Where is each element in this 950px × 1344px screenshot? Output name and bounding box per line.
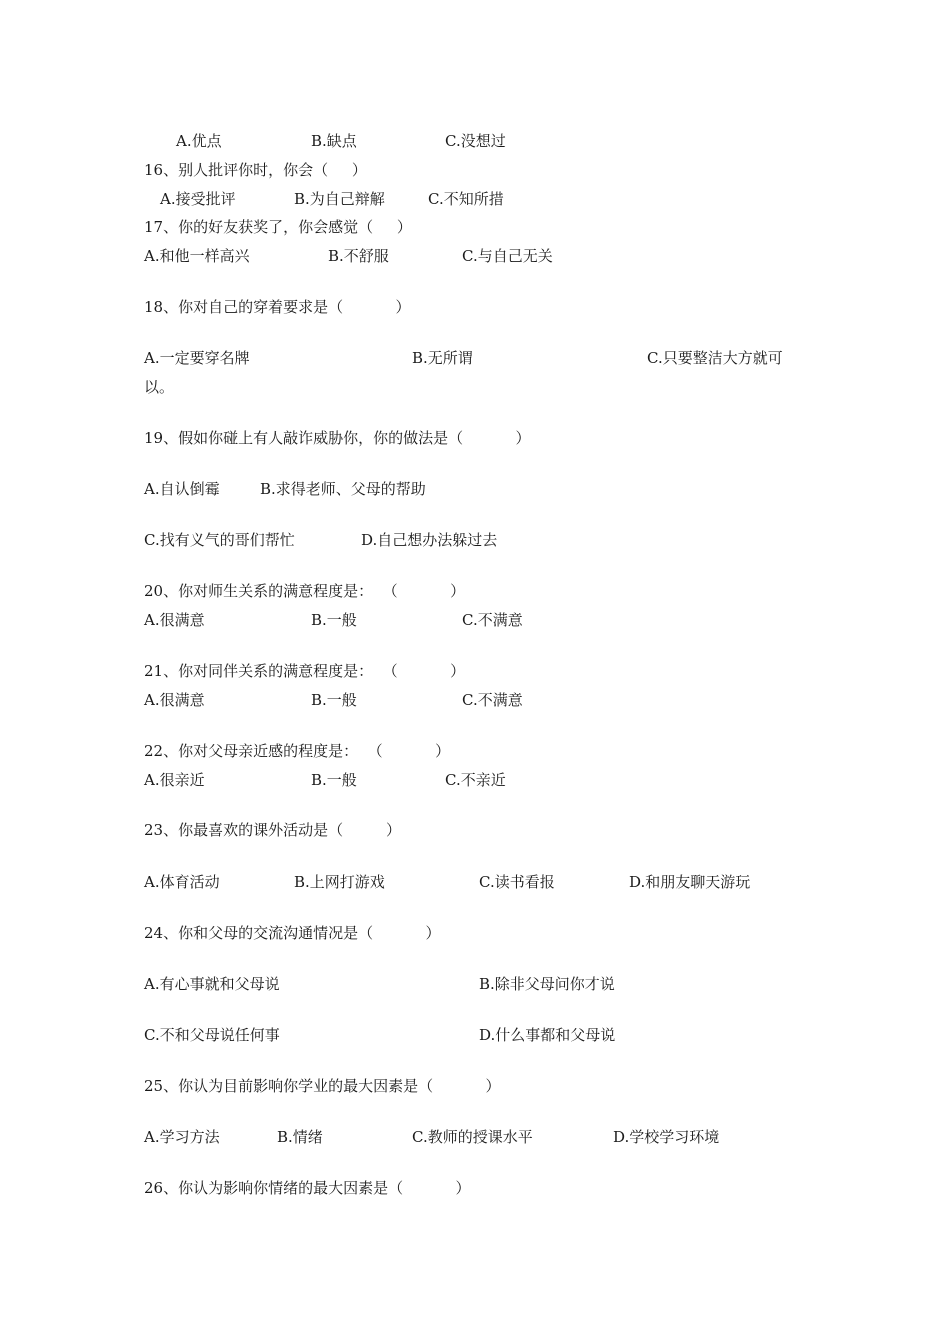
q24-option-b: B.除非父母问你才说 [479, 975, 615, 993]
q21-stem: 21、你对同伴关系的满意程度是： （ ） [144, 662, 466, 680]
q24-stem: 24、你和父母的交流沟通情况是（ ） [144, 924, 441, 942]
q25-option-b: B.情绪 [277, 1128, 323, 1146]
q24-option-a: A.有心事就和父母说 [144, 975, 280, 993]
q23-stem: 23、你最喜欢的课外活动是（ ） [144, 821, 402, 839]
q15-option-b: B.缺点 [311, 132, 357, 150]
q24-option-d: D.什么事都和父母说 [479, 1026, 616, 1044]
q19-option-d: D.自己想办法躲过去 [361, 531, 498, 549]
q23-option-d: D.和朋友聊天游玩 [629, 873, 751, 891]
q18-option-c: C.只要整洁大方就可 [647, 349, 783, 367]
q17-option-a: A.和他一样高兴 [144, 247, 250, 265]
q19-option-c: C.找有义气的哥们帮忙 [144, 531, 295, 549]
q24-option-c: C.不和父母说任何事 [144, 1026, 280, 1044]
q20-stem: 20、你对师生关系的满意程度是： （ ） [144, 582, 466, 600]
q16-stem: 16、别人批评你时，你会（ ） [144, 161, 367, 179]
q16-option-a: A.接受批评 [160, 190, 236, 208]
q25-option-c: C.教师的授课水平 [412, 1128, 533, 1146]
q25-option-d: D.学校学习环境 [613, 1128, 720, 1146]
q19-option-b: B.求得老师、父母的帮助 [260, 480, 426, 498]
q18-stem: 18、你对自己的穿着要求是（ ） [144, 298, 411, 316]
q20-option-b: B.一般 [311, 611, 357, 629]
q26-stem: 26、你认为影响你情绪的最大因素是（ ） [144, 1179, 471, 1197]
q15-option-c: C.没想过 [445, 132, 506, 150]
q23-option-c: C.读书看报 [479, 873, 555, 891]
q16-option-c: C.不知所措 [428, 190, 504, 208]
q19-stem: 19、假如你碰上有人敲诈威胁你，你的做法是（ ） [144, 429, 531, 447]
q25-option-a: A.学习方法 [144, 1128, 220, 1146]
q20-option-a: A.很满意 [144, 611, 205, 629]
q25-stem: 25、你认为目前影响你学业的最大因素是（ ） [144, 1077, 501, 1095]
q21-option-c: C.不满意 [462, 691, 523, 709]
q22-stem: 22、你对父母亲近感的程度是： （ ） [144, 742, 451, 760]
q17-option-b: B.不舒服 [328, 247, 389, 265]
q20-option-c: C.不满意 [462, 611, 523, 629]
q15-option-a: A.优点 [176, 132, 222, 150]
q18-option-b: B.无所谓 [412, 349, 473, 367]
q22-option-a: A.很亲近 [144, 771, 205, 789]
q22-option-b: B.一般 [311, 771, 357, 789]
q23-option-a: A.体育活动 [144, 873, 220, 891]
q16-option-b: B.为自己辩解 [294, 190, 385, 208]
q22-option-c: C.不亲近 [445, 771, 506, 789]
q18-option-c-continued: 以。 [144, 378, 175, 396]
q23-option-b: B.上网打游戏 [294, 873, 385, 891]
q21-option-b: B.一般 [311, 691, 357, 709]
q18-option-a: A.一定要穿名牌 [144, 349, 250, 367]
q21-option-a: A.很满意 [144, 691, 205, 709]
q17-stem: 17、你的好友获奖了，你会感觉（ ） [144, 218, 412, 236]
q17-option-c: C.与自己无关 [462, 247, 553, 265]
q19-option-a: A.自认倒霉 [144, 480, 220, 498]
